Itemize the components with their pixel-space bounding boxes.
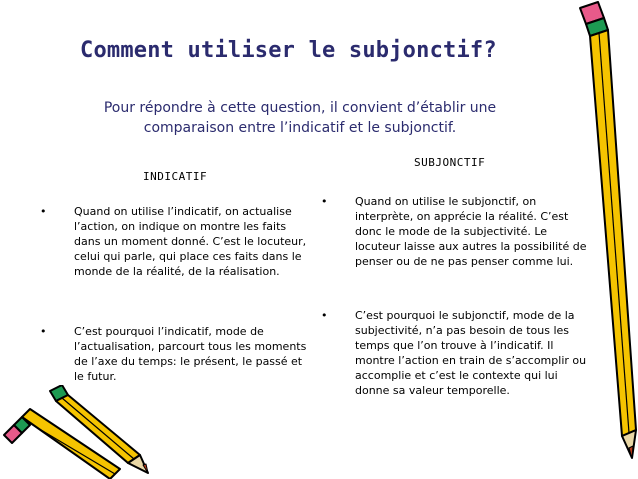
slide-subtitle: Pour répondre à cette question, il convient d’établir une comparaison entre l’indicatif et le subjonctif. [103, 100, 497, 136]
bullet-mark: • [321, 309, 328, 322]
indicatif-heading: INDICATIF [143, 170, 208, 183]
subjonctif-bullet-1: Quand on utilise le subjonctif, on interprète, on apprécie la réalité. C’est donc le mode de la subjectivité. Le locuteur laisse aux autres la possibilité de penser ou de ne pas penser comme lui. [355, 195, 587, 268]
pencils-icon [0, 385, 150, 479]
pencil-icon [540, 0, 638, 460]
subjonctif-heading: SUBJONCTIF [414, 156, 486, 169]
slide-title: Comment utiliser le subjonctif? [80, 38, 497, 63]
bullet-mark: • [321, 195, 328, 208]
bullet-mark: • [40, 205, 47, 218]
list-item [40, 204, 310, 279]
indicatif-bullet-1: Quand on utilise l’indicatif, on actualise l’action, on indique on montre les faits dans un moment donné. C’est le locuteur, celui qui parle, qui place ces faits dans le monde de la réalité, de la réalisation. [74, 205, 307, 278]
indicatif-bullet-2: C’est pourquoi l’indicatif, mode de l’actualisation, parcourt tous les moments de l’axe du temps: le présent, le passé et le futur. [74, 325, 307, 383]
bullet-mark: • [40, 325, 47, 338]
list-item [40, 324, 310, 384]
subjonctif-bullet-2: C’est pourquoi le subjonctif, mode de la subjectivité, n’a pas besoin de tous les temps que l’on trouve à l’indicatif. Il montre l’action en train de s’accomplir ou accomplie et c’est le contexte qui lui donne sa valeur temporelle. [355, 309, 587, 397]
